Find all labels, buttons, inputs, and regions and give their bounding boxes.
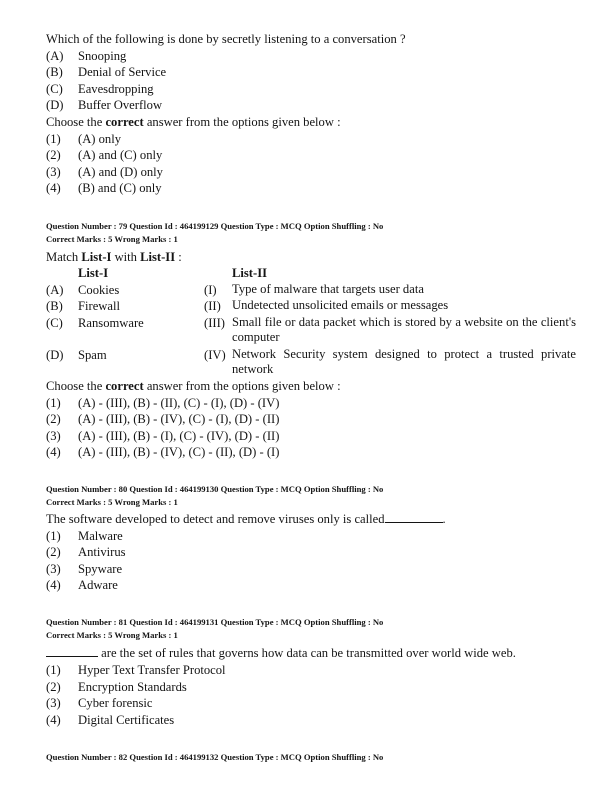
- list2-key-iii: (III): [204, 316, 225, 330]
- q79-stem: Match List-I with List-II :: [46, 250, 182, 264]
- list2-desc-ii: Undetected unsolicited emails or messages: [232, 298, 449, 312]
- q81-answer-3: (3) Cyber forensic: [46, 696, 153, 710]
- q80-marks-line: Correct Marks : 5 Wrong Marks : 1: [46, 497, 178, 507]
- list1-header: List-I: [78, 266, 109, 280]
- q78-answer-4: (4) (B) and (C) only: [46, 181, 162, 195]
- q78-option-c: (C) Eavesdropping: [46, 82, 154, 96]
- list2-desc-i: Type of malware that targets user data: [232, 282, 424, 296]
- list2-desc-iii: Small file or data packet which is stored by a website on the client's computer: [232, 315, 576, 344]
- q79-answer-1: (1) (A) - (III), (B) - (II), (C) - (I), (D) - (IV): [46, 396, 280, 410]
- q78-choose-instruction: Choose the correct answer from the options given below :: [46, 115, 341, 129]
- q81-answer-4: (4) Digital Certificates: [46, 713, 175, 727]
- answer-blank: [46, 645, 98, 657]
- list2-key-i: (I): [204, 283, 217, 297]
- q79-meta-line: Question Number : 79 Question Id : 464199129 Question Type : MCQ Option Shuffling : No: [46, 221, 384, 231]
- list1-item-b: (B) Firewall: [46, 299, 120, 313]
- q80-answer-3: (3) Spyware: [46, 562, 123, 576]
- list2-key-ii: (II): [204, 299, 221, 313]
- q79-answer-4: (4) (A) - (III), (B) - (IV), (C) - (II), (D) - (I): [46, 445, 280, 459]
- q82-meta-line: Question Number : 82 Question Id : 464199132 Question Type : MCQ Option Shuffling : No: [46, 752, 384, 762]
- list1-item-a: (A) Cookies: [46, 283, 120, 297]
- list2-header: List-II: [232, 266, 267, 280]
- q80-answer-2: (2) Antivirus: [46, 545, 126, 559]
- q78-option-a: (A) Snooping: [46, 49, 127, 63]
- q81-answer-2: (2) Encryption Standards: [46, 680, 187, 694]
- q80-stem: The software developed to detect and remove viruses only is called .: [46, 512, 446, 526]
- q81-marks-line: Correct Marks : 5 Wrong Marks : 1: [46, 630, 178, 640]
- q79-answer-3: (3) (A) - (III), (B) - (I), (C) - (IV), (D) - (II): [46, 429, 280, 443]
- q81-meta-line: Question Number : 81 Question Id : 464199131 Question Type : MCQ Option Shuffling : No: [46, 617, 384, 627]
- q81-answer-1: (1) Hyper Text Transfer Protocol: [46, 663, 226, 677]
- q81-stem: are the set of rules that governs how data can be transmitted over world wide web.: [46, 645, 516, 661]
- q80-meta-line: Question Number : 80 Question Id : 464199130 Question Type : MCQ Option Shuffling : No: [46, 484, 384, 494]
- list1-item-d: (D) Spam: [46, 348, 107, 362]
- q78-option-b: (B) Denial of Service: [46, 65, 167, 79]
- list2-desc-iv: Network Security system designed to protect a trusted private network: [232, 347, 576, 376]
- list2-key-iv: (IV): [204, 348, 226, 362]
- list1-item-c: (C) Ransomware: [46, 316, 144, 330]
- q78-answer-3: (3) (A) and (D) only: [46, 165, 163, 179]
- q78-answer-2: (2) (A) and (C) only: [46, 148, 163, 162]
- q78-answer-1: (1) (A) only: [46, 132, 122, 146]
- q80-answer-4: (4) Adware: [46, 578, 118, 592]
- q80-answer-1: (1) Malware: [46, 529, 123, 543]
- q78-option-d: (D) Buffer Overflow: [46, 98, 163, 112]
- answer-blank: [385, 511, 443, 523]
- q79-marks-line: Correct Marks : 5 Wrong Marks : 1: [46, 234, 178, 244]
- q79-answer-2: (2) (A) - (III), (B) - (IV), (C) - (I), (D) - (II): [46, 412, 280, 426]
- q78-stem: Which of the following is done by secretly listening to a conversation ?: [46, 32, 406, 46]
- q79-choose-instruction: Choose the correct answer from the options given below :: [46, 379, 341, 393]
